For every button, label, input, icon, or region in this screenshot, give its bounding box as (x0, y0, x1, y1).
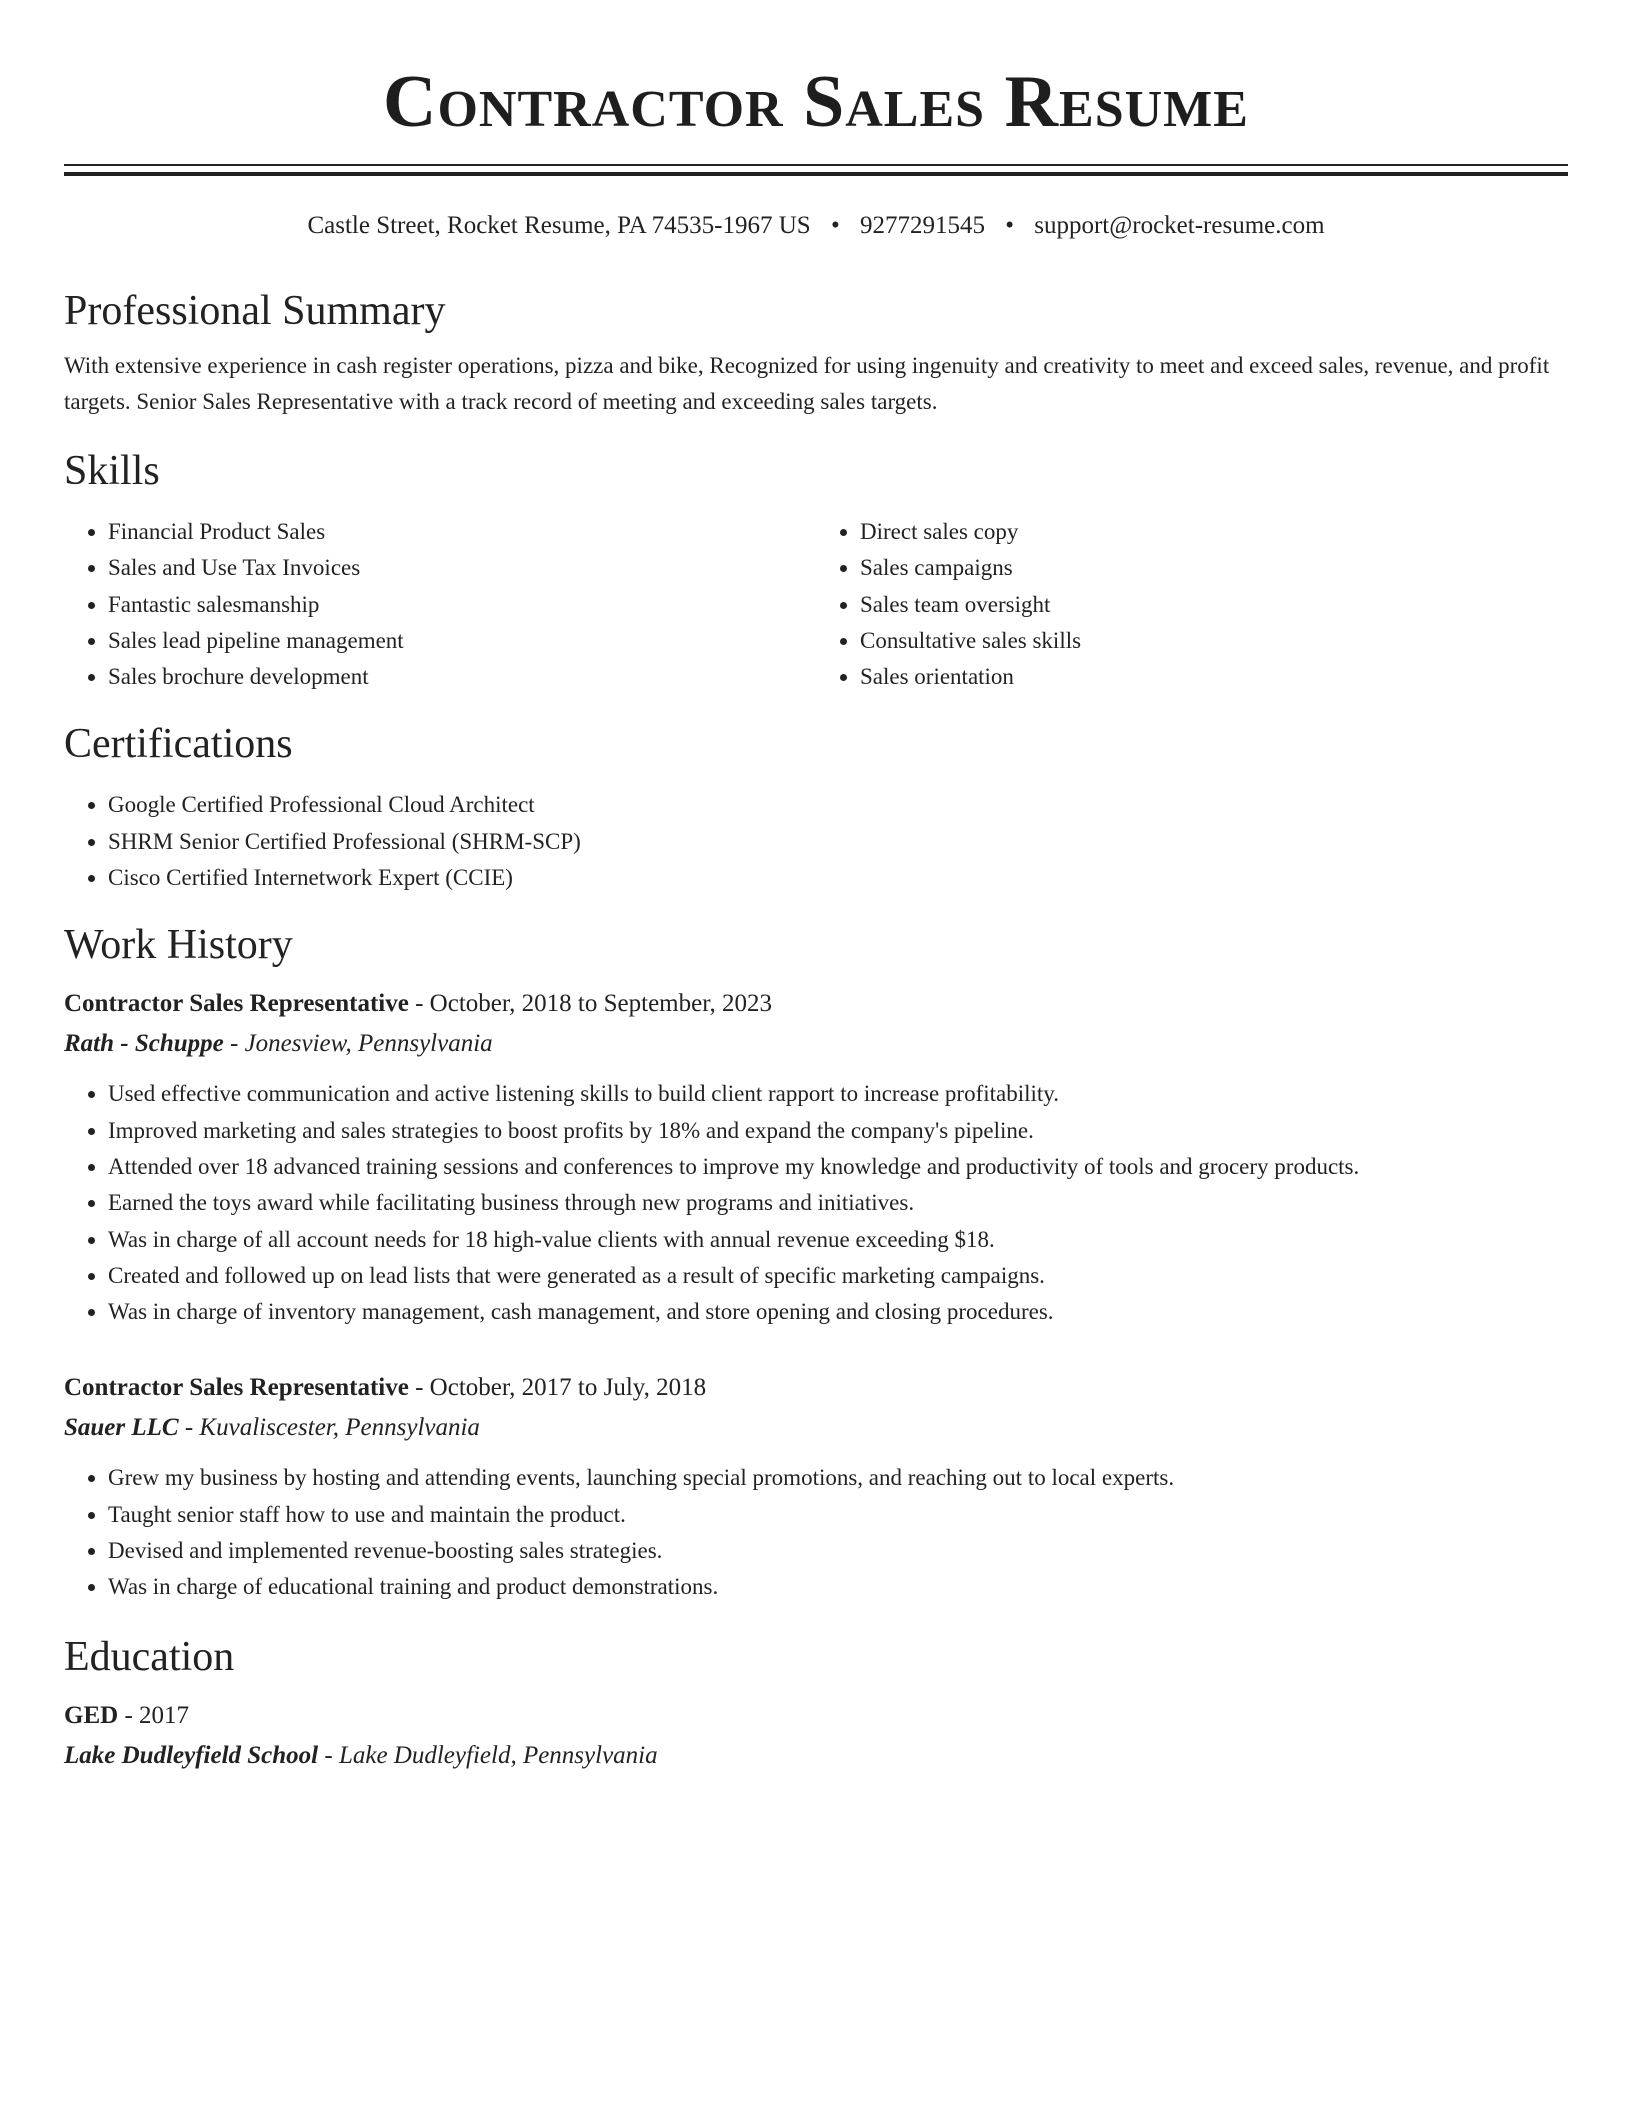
job-bullet: • Was in charge of all account needs for 18 high-value clients with annual revenue exceeding $18. (108, 1222, 1568, 1258)
degree-line (64, 1696, 1568, 1736)
job-entry (64, 1368, 1568, 1605)
job-title-line (64, 1368, 1568, 1408)
skills-heading: Skills (64, 448, 160, 494)
job-dates: - October, 2017 to July, 2018 (408, 1374, 707, 1402)
certification-item: • Cisco Certified Internetwork Expert (CCIE) (108, 860, 1568, 896)
job-bullet: • Attended over 18 advanced training sessions and conferences to improve my knowledge and productivity of tools and grocery products. (108, 1149, 1568, 1185)
degree-year: - 2017 (118, 1701, 190, 1729)
job-bullet: • Improved marketing and sales strategies to boost profits by 18% and expand the company's pipeline. (108, 1113, 1568, 1149)
job-title: Contractor Sales Representative (64, 1374, 409, 1402)
job-bullet: • Taught senior staff how to use and maintain the product. (108, 1497, 1568, 1533)
school-line (64, 1736, 1568, 1776)
job-bullet: • Created and followed up on lead lists that were generated as a result of specific marketing campaigns. (108, 1258, 1568, 1294)
summary-heading: Professional Summary (64, 288, 446, 334)
skill-item: • Financial Product Sales (108, 514, 816, 550)
contact-line (64, 210, 1568, 242)
job-bullet: • Grew my business by hosting and attending events, launching special promotions, and reaching out to local experts. (108, 1460, 1568, 1496)
degree-name: GED (64, 1701, 119, 1729)
skill-item: • Fantastic salesmanship (108, 587, 816, 623)
skill-item: • Sales brochure development (108, 659, 816, 695)
job-bullet: • Earned the toys award while facilitating business through new programs and initiatives. (108, 1185, 1568, 1221)
skill-item: • Sales and Use Tax Invoices (108, 550, 816, 586)
company-location: - Jonesview, Pennsylvania (223, 1030, 493, 1058)
job-title-line (64, 984, 1568, 1024)
job-bullets (64, 1460, 1568, 1605)
contact-phone: 9277291545 (859, 212, 985, 239)
school-location: - Lake Dudleyfield, Pennsylvania (318, 1741, 658, 1769)
skill-item: • Direct sales copy (860, 514, 1568, 550)
skill-item: • Sales campaigns (860, 550, 1568, 586)
contact-separator: • (830, 212, 840, 239)
contact-address: Castle Street, Rocket Resume, PA 74535-1967 US (307, 212, 811, 239)
school-name: Lake Dudleyfield School (64, 1741, 319, 1769)
certifications-list (64, 787, 1568, 896)
skills-columns (64, 514, 1568, 695)
job-bullet: • Used effective communication and active listening skills to build client rapport to increase profitability. (108, 1076, 1568, 1112)
company-location: - Kuvaliscester, Pennsylvania (178, 1414, 480, 1442)
job-bullet: • Was in charge of inventory management, cash management, and store opening and closing procedures. (108, 1294, 1568, 1330)
job-dates: - October, 2018 to September, 2023 (408, 990, 773, 1018)
contact-email: support@rocket-resume.com (1034, 212, 1325, 239)
work-history-heading: Work History (64, 922, 293, 969)
job-entry (64, 984, 1568, 1330)
certification-item: • Google Certified Professional Cloud Architect (108, 787, 1568, 823)
company-name: Sauer LLC (64, 1414, 179, 1442)
job-bullets (64, 1076, 1568, 1330)
education-heading: Education (64, 1633, 235, 1680)
summary-text: With extensive experience in cash register operations, pizza and bike, Recognized for using ingenuity and creativity to meet and exceed sales, revenue, and profit targets. Senior Sales Representative with a track record of meeting and exceeding sales targets. (64, 353, 1550, 414)
job-title: Contractor Sales Representative (64, 990, 409, 1018)
job-bullet: • Was in charge of educational training and product demonstrations. (108, 1569, 1568, 1605)
skill-item: • Sales lead pipeline management (108, 623, 816, 659)
job-bullet: • Devised and implemented revenue-boosting sales strategies. (108, 1533, 1568, 1569)
title-divider-thin (64, 164, 1568, 166)
skill-item: • Sales orientation (860, 659, 1568, 695)
company-line (64, 1024, 1568, 1064)
certifications-heading: Certifications (64, 721, 293, 768)
certification-item: • SHRM Senior Certified Professional (SHRM-SCP) (108, 824, 1568, 860)
resume-page (64, 0, 1568, 1776)
company-name: Rath - Schuppe (64, 1030, 224, 1058)
company-line (64, 1408, 1568, 1448)
skills-left-list (64, 514, 816, 695)
resume-title: Contractor Sales Resume (383, 61, 1249, 143)
title-divider-thick (64, 172, 1568, 176)
contact-separator: • (1005, 212, 1014, 239)
skill-item: • Sales team oversight (860, 587, 1568, 623)
skill-item: • Consultative sales skills (860, 623, 1568, 659)
skills-right-list (816, 514, 1568, 695)
